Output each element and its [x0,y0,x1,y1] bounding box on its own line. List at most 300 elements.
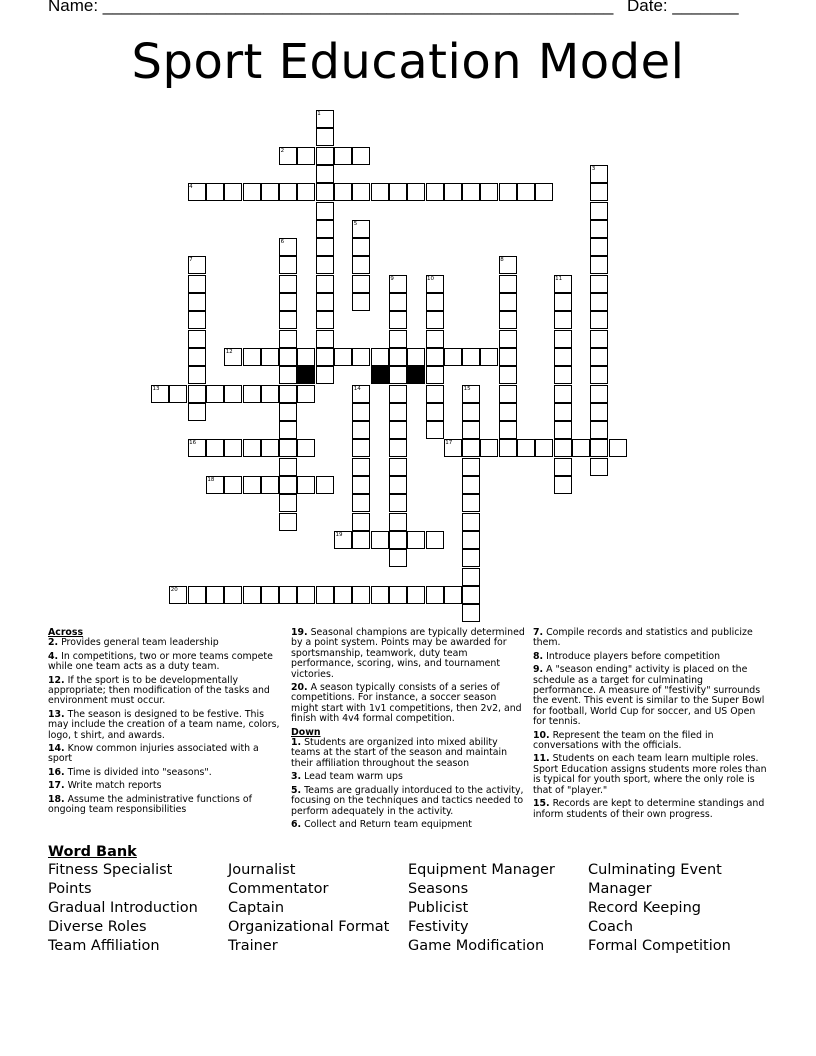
grid-cell[interactable] [188,366,206,384]
grid-cell[interactable] [316,348,334,366]
grid-cell[interactable] [499,439,517,457]
clue-item [291,628,526,680]
grid-cell[interactable] [261,439,279,457]
grid-cell[interactable] [279,330,297,348]
clue-number: 7 [189,257,193,264]
across-heading: Across [48,627,84,638]
grid-cell[interactable] [316,275,334,293]
grid-cell[interactable] [352,147,370,165]
clue-number: 5 [353,220,358,227]
grid-cell[interactable] [554,403,572,421]
grid-cell[interactable] [535,183,553,201]
word-bank-item: Points [48,881,92,897]
clue-number: 17 [445,440,453,447]
grid-cell[interactable] [169,385,187,403]
grid-cell[interactable] [554,421,572,439]
grid-cell[interactable] [389,549,407,567]
clue-number-label: 12. [48,674,65,686]
clue-number-label: 13. [48,708,65,720]
grid-cell[interactable] [499,311,517,329]
grid-cell[interactable] [499,385,517,403]
grid-cell[interactable] [316,165,334,183]
grid-cell[interactable] [334,348,352,366]
grid-cell[interactable] [334,586,352,604]
clue-text: Provides general team leadership [58,637,219,649]
word-bank-item: Seasons [408,881,469,897]
grid-cell[interactable] [297,147,315,165]
grid-cell[interactable] [499,293,517,311]
grid-cell[interactable] [243,586,261,604]
clue-number: 6 [280,239,285,246]
grid-cell[interactable] [261,385,279,403]
grid-cell[interactable] [279,421,297,439]
grid-cell[interactable] [297,385,315,403]
clue-item [291,786,526,817]
grid-cell[interactable] [499,183,517,201]
grid-cell[interactable] [279,513,297,531]
grid-cell[interactable] [462,476,480,494]
grid-cell[interactable] [499,275,517,293]
grid-cell[interactable] [554,348,572,366]
grid-cell[interactable] [426,403,444,421]
grid-cell[interactable] [352,476,370,494]
word-bank-item: Formal Competition [588,938,731,954]
grid-cell[interactable] [316,293,334,311]
clue-text: Students are organized into mixed ability teams at the start of the season and maintain their affiliation throughout the season [291,737,508,769]
grid-cell[interactable] [279,494,297,512]
grid-cell[interactable] [371,531,389,549]
clue-number: 18 [207,477,215,483]
clue-text: Compile records and statistics and publicize them. [533,627,753,649]
grid-cell[interactable] [316,476,334,494]
clue-text: Teams are gradually intorduced to the activity, focusing on the techniques and tactics needed to perform adequately in the activity. [291,784,524,817]
grid-cell[interactable] [316,238,334,256]
grid-cell[interactable] [279,183,297,201]
clue-number: 9 [390,275,394,282]
clue-text: Introduce players before competition [543,650,721,662]
clue-item [533,665,768,727]
grid-cell[interactable] [444,183,462,201]
clue-number: 3 [591,165,596,172]
word-bank-item: Trainer [228,938,278,954]
black-square [297,366,315,384]
grid-cell[interactable] [554,330,572,348]
word-bank-item: Record Keeping [588,900,701,916]
grid-cell[interactable] [297,586,315,604]
grid-cell[interactable] [279,311,297,329]
grid-cell[interactable] [389,531,407,549]
grid-cell[interactable] [499,421,517,439]
grid-cell[interactable] [389,458,407,476]
word-bank-item: Diverse Roles [48,919,147,935]
grid-cell[interactable] [389,366,407,384]
grid-cell[interactable] [224,385,242,403]
grid-cell[interactable] [316,366,334,384]
name-line[interactable]: Name: ______________________________________________________ [48,0,614,15]
grid-cell[interactable] [590,220,608,238]
word-bank-item: Journalist [228,862,296,878]
grid-cell[interactable] [462,586,480,604]
grid-cell[interactable] [407,586,425,604]
grid-cell[interactable] [352,439,370,457]
grid-cell[interactable] [590,348,608,366]
grid-cell[interactable] [426,366,444,384]
grid-cell[interactable] [279,458,297,476]
grid-cell[interactable] [462,494,480,512]
date-line[interactable]: Date: _______ [627,0,739,15]
grid-cell[interactable] [389,293,407,311]
grid-cell[interactable] [389,183,407,201]
grid-cell[interactable] [279,256,297,274]
clue-text: Lead team warm ups [301,771,403,783]
clue-item [291,820,526,830]
grid-cell[interactable] [462,568,480,586]
clue-text: Collect and Return team equipment [301,818,472,830]
grid-cell[interactable] [389,513,407,531]
clue-text: Seasonal champions are typically determined by a point system. Points may be awarded for sportsmanship, teamwork, duty team performance, scoring, wins, and tournament victories. [291,627,525,680]
grid-cell[interactable] [389,439,407,457]
clue-text: If the sport is to be developmentally appropriate; then modification of the tasks and environment must occur. [48,674,270,707]
grid-cell[interactable] [499,403,517,421]
clue-number: 1 [317,111,321,117]
grid-cell[interactable] [462,403,480,421]
clue-number: 14 [353,385,361,392]
clue-number: 20 [170,586,178,593]
grid-cell[interactable] [279,293,297,311]
clue-text: Time is divided into "seasons". [64,766,212,778]
grid-cell[interactable] [316,202,334,220]
grid-cell[interactable] [462,439,480,457]
grid-cell[interactable] [243,385,261,403]
grid-cell[interactable] [297,348,315,366]
grid-cell[interactable] [224,183,242,201]
grid-cell[interactable] [316,183,334,201]
grid-cell[interactable] [590,421,608,439]
clue-number-label: 4. [48,650,59,662]
grid-cell[interactable] [316,330,334,348]
grid-cell[interactable] [462,549,480,567]
grid-cell[interactable] [297,476,315,494]
word-bank [48,862,788,957]
grid-cell[interactable] [517,183,535,201]
grid-cell[interactable] [590,275,608,293]
grid-cell[interactable] [554,439,572,457]
clue-item [48,781,283,791]
grid-cell[interactable] [535,439,553,457]
grid-cell[interactable] [554,366,572,384]
grid-cell[interactable] [462,421,480,439]
word-bank-item: Festivity [408,919,469,935]
clues-column-3 [533,628,768,823]
clue-number: 13 [152,385,160,392]
clue-number-label: 16. [48,766,65,778]
grid-cell[interactable] [352,275,370,293]
grid-cell[interactable] [426,330,444,348]
grid-cell[interactable] [352,531,370,549]
grid-cell[interactable] [279,439,297,457]
grid-cell[interactable] [499,348,517,366]
clue-item [533,628,768,649]
word-bank-item: Organizational Format [228,919,390,935]
clue-item [48,744,283,765]
grid-cell[interactable] [334,183,352,201]
grid-cell[interactable] [426,531,444,549]
grid-cell[interactable] [389,586,407,604]
grid-cell[interactable] [426,348,444,366]
grid-cell[interactable] [188,586,206,604]
clue-number-label: 10. [533,729,550,741]
grid-cell[interactable] [352,293,370,311]
grid-cell[interactable] [279,476,297,494]
grid-cell[interactable] [188,275,206,293]
grid-cell[interactable] [316,220,334,238]
clues-column-1 [48,628,283,819]
clue-number-label: 20. [291,682,308,694]
grid-cell[interactable] [261,183,279,201]
grid-cell[interactable] [517,439,535,457]
grid-cell[interactable] [352,513,370,531]
clue-item [533,754,768,796]
grid-cell[interactable] [188,403,206,421]
grid-cell[interactable] [206,586,224,604]
grid-cell[interactable] [316,311,334,329]
grid-cell[interactable] [243,476,261,494]
clue-number-label: 17. [48,780,65,792]
clue-item [48,676,283,707]
grid-cell[interactable] [243,183,261,201]
grid-cell[interactable] [590,458,608,476]
clue-number: 4 [189,184,193,191]
grid-cell[interactable] [188,293,206,311]
grid-cell[interactable] [426,311,444,329]
grid-cell[interactable] [590,439,608,457]
word-bank-item: Commentator [228,881,329,897]
grid-cell[interactable] [261,348,279,366]
word-bank-item: Gradual Introduction [48,900,198,916]
clue-number-label: 7. [533,627,544,638]
word-bank-item: Coach [588,919,634,935]
grid-cell[interactable] [352,494,370,512]
grid-cell[interactable] [462,458,480,476]
clue-number: 12 [225,348,233,355]
word-bank-item: Team Affiliation [48,938,160,954]
grid-cell[interactable] [590,330,608,348]
grid-cell[interactable] [352,256,370,274]
grid-cell[interactable] [590,403,608,421]
grid-cell[interactable] [407,348,425,366]
grid-cell[interactable] [261,586,279,604]
grid-cell[interactable] [499,330,517,348]
word-bank-item: Publicist [408,900,469,916]
clue-number-label: 14. [48,743,65,755]
clue-number: 19 [335,531,343,538]
clue-number-label: 6. [291,818,302,830]
down-heading: Down [291,726,321,738]
clue-item [291,772,526,782]
grid-cell[interactable] [389,476,407,494]
grid-cell[interactable] [352,586,370,604]
grid-cell[interactable] [590,366,608,384]
clue-number-label: 3. [291,771,302,783]
grid-cell[interactable] [224,476,242,494]
grid-cell[interactable] [389,348,407,366]
grid-cell[interactable] [243,348,261,366]
grid-cell[interactable] [426,385,444,403]
clue-item [291,683,526,725]
grid-cell[interactable] [554,385,572,403]
grid-cell[interactable] [554,311,572,329]
black-square [371,366,389,384]
grid-cell[interactable] [188,311,206,329]
clue-number-label: 9. [533,664,544,676]
clue-text: Assume the administrative functions of ongoing team responsibilities [48,793,252,816]
grid-cell[interactable] [352,458,370,476]
grid-cell[interactable] [407,531,425,549]
grid-cell[interactable] [462,531,480,549]
word-bank-item: Culminating Event [588,862,722,878]
clue-text: A "season ending" activity is placed on the schedule as a target for culminating performance. A measure of "festivity" surrounds the event. This event is similar to the Super Bowl for football, World Cup for soccer, and US Open for tennis. [533,664,765,728]
grid-cell[interactable] [352,403,370,421]
grid-cell[interactable] [371,183,389,201]
grid-cell[interactable] [590,238,608,256]
grid-cell[interactable] [316,586,334,604]
grid-cell[interactable] [462,604,480,622]
clue-number: 8 [500,257,504,264]
grid-cell[interactable] [206,385,224,403]
grid-cell[interactable] [279,385,297,403]
grid-cell[interactable] [426,421,444,439]
grid-cell[interactable] [352,421,370,439]
grid-cell[interactable] [444,348,462,366]
clue-item [48,710,283,741]
grid-cell[interactable] [609,439,627,457]
grid-cell[interactable] [389,330,407,348]
clue-number-label: 18. [48,793,65,805]
grid-cell[interactable] [188,385,206,403]
grid-cell[interactable] [590,183,608,201]
word-bank-item: Captain [228,900,285,916]
clue-text: In competitions, two or more teams compete while one team acts as a duty team. [48,650,273,673]
clue-item [291,738,526,769]
grid-cell[interactable] [426,293,444,311]
grid-cell[interactable] [572,439,590,457]
clue-number-label: 8. [533,650,544,662]
word-bank-item: Fitness Specialist [48,862,173,878]
clue-number: 11 [555,275,563,282]
word-bank-item: Game Modification [408,938,545,954]
grid-cell[interactable] [389,403,407,421]
grid-cell[interactable] [590,202,608,220]
grid-cell[interactable] [371,586,389,604]
clue-item [533,731,768,752]
grid-cell[interactable] [352,183,370,201]
grid-cell[interactable] [389,494,407,512]
clue-number: 2 [280,147,285,154]
grid-cell[interactable] [480,348,498,366]
grid-cell[interactable] [554,476,572,494]
word-bank-item: Manager [588,881,652,897]
clue-number-label: 11. [533,753,550,765]
grid-cell[interactable] [480,183,498,201]
black-square [407,366,425,384]
grid-cell[interactable] [590,293,608,311]
word-bank-title: Word Bank [48,844,137,860]
clue-item [48,768,283,778]
clue-number: 16 [189,440,197,447]
grid-cell[interactable] [297,183,315,201]
grid-cell[interactable] [444,586,462,604]
clue-text: Records are kept to determine standings and inform students of their own progress. [533,798,765,820]
clue-item [533,652,768,662]
grid-cell[interactable] [480,439,498,457]
grid-cell[interactable] [462,513,480,531]
grid-cell[interactable] [334,147,352,165]
grid-cell[interactable] [499,366,517,384]
grid-cell[interactable] [297,439,315,457]
clue-text: A season typically consists of a series of competitions. For instance, a soccer season might start with 1v1 competitions, then 2v2, and finish with 4v4 formal competition. [291,682,522,725]
grid-cell[interactable] [407,183,425,201]
grid-cell[interactable] [389,385,407,403]
clue-number: 10 [427,275,434,282]
grid-cell[interactable] [389,311,407,329]
grid-cell[interactable] [316,147,334,165]
clue-number-label: 19. [291,627,308,638]
grid-cell[interactable] [279,586,297,604]
grid-cell[interactable] [188,348,206,366]
grid-cell[interactable] [224,439,242,457]
clue-item [48,795,283,816]
grid-cell[interactable] [316,256,334,274]
grid-cell[interactable] [462,183,480,201]
grid-cell[interactable] [188,330,206,348]
grid-cell[interactable] [554,293,572,311]
grid-cell[interactable] [462,348,480,366]
grid-cell[interactable] [224,586,242,604]
grid-cell[interactable] [206,183,224,201]
clue-text: Represent the team on the filed in conversations with the officials. [533,729,714,752]
grid-cell[interactable] [590,311,608,329]
grid-cell[interactable] [206,439,224,457]
grid-cell[interactable] [316,128,334,146]
clue-number-label: 15. [533,798,550,810]
clue-text: Know common injuries associated with a sport [48,743,259,765]
grid-cell[interactable] [243,439,261,457]
word-bank-item: Equipment Manager [408,862,555,878]
clues-column-2 [291,628,526,833]
grid-cell[interactable] [590,256,608,274]
grid-cell[interactable] [261,476,279,494]
grid-cell[interactable] [352,238,370,256]
grid-cell[interactable] [426,183,444,201]
clue-number-label: 2. [48,637,59,649]
grid-cell[interactable] [371,348,389,366]
grid-cell[interactable] [426,586,444,604]
clue-item [48,638,283,648]
grid-cell[interactable] [590,385,608,403]
grid-cell[interactable] [279,403,297,421]
grid-cell[interactable] [279,275,297,293]
page-title: Sport Education Model [131,34,685,90]
grid-cell[interactable] [554,458,572,476]
clue-number-label: 1. [291,737,302,749]
clue-text: Students on each team learn multiple roles. Sport Education assigns students more roles than is typical for youth sport, where the only role is that of "player." [533,753,767,796]
grid-cell[interactable] [389,421,407,439]
grid-cell[interactable] [279,366,297,384]
clue-number-label: 5. [291,784,302,796]
clue-item [48,652,283,673]
grid-cell[interactable] [279,348,297,366]
grid-cell[interactable] [352,348,370,366]
